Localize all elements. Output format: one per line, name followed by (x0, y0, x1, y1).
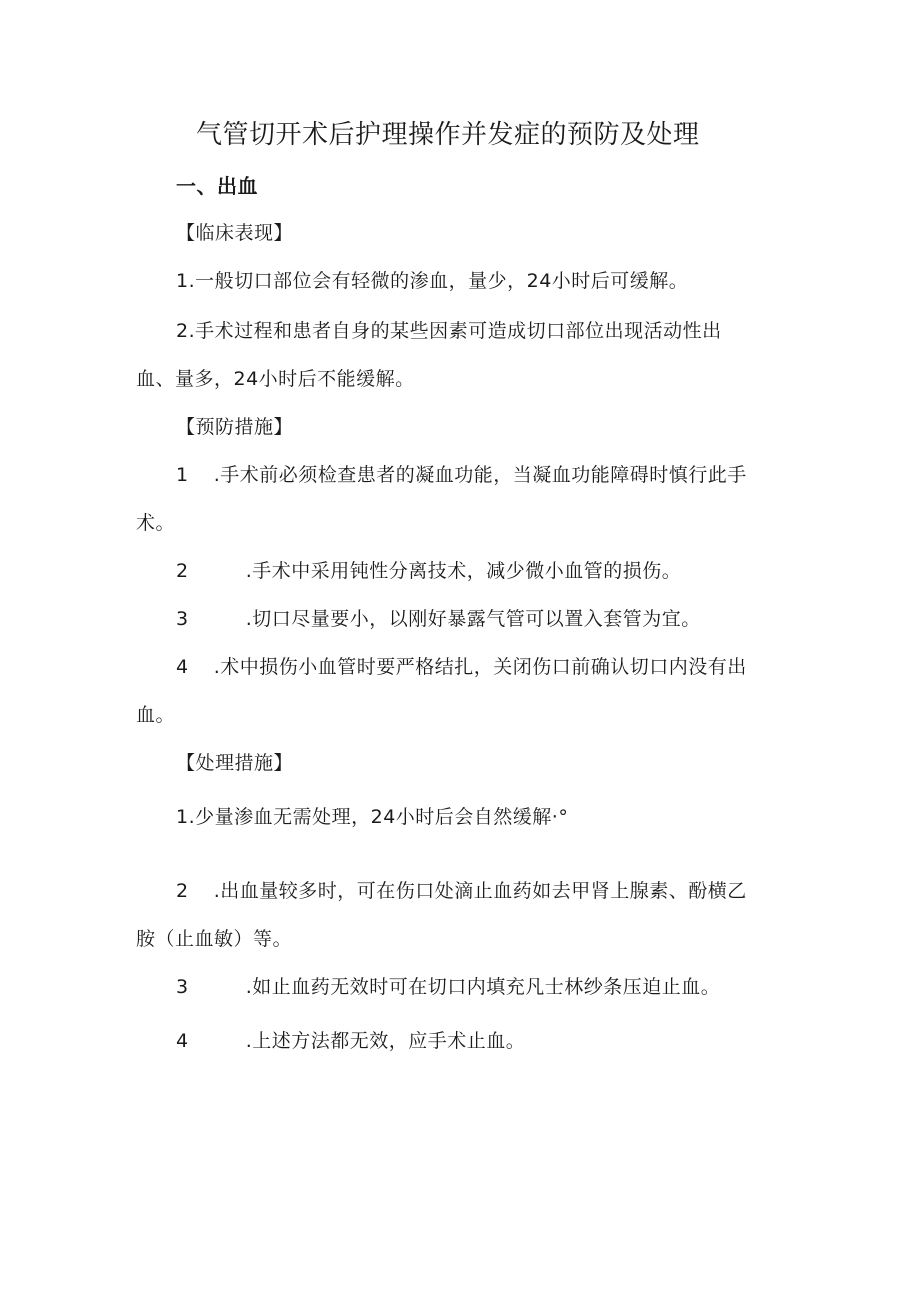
prevention-item-4-line2: 血。 (136, 704, 176, 726)
section-heading: 一、出血 (176, 174, 258, 198)
prevention-item-1-line1 (176, 466, 747, 485)
prevention-item-3-number: 3 (176, 608, 189, 630)
treatment-item-4 (176, 1032, 525, 1051)
prevention-item-4-number: 4 (176, 656, 189, 678)
treatment-label: 【处理措施】 (176, 752, 294, 774)
treatment-item-2-line2: 胺（止血敏）等。 (136, 928, 293, 950)
treatment-item-3-text: .如止血药无效时可在切口内填充凡士林纱条压迫止血。 (245, 976, 721, 998)
prevention-item-2-text: .手术中采用钝性分离技术，减少微小血管的损伤。 (245, 560, 682, 582)
treatment-item-4-text: .上述方法都无效，应手术止血。 (245, 1030, 526, 1052)
prevention-item-3 (176, 610, 701, 629)
prevention-item-1-line2: 术。 (136, 512, 176, 534)
prevention-item-1-number: 1 (176, 464, 189, 486)
prevention-item-1-text: .手术前必须检查患者的凝血功能，当凝血功能障碍时慎行此手 (213, 464, 747, 486)
clinical-item-2-line2: 血、量多，24小时后不能缓解。 (136, 368, 415, 390)
clinical-item-2-line1: 2.手术过程和患者自身的某些因素可造成切口部位出现活动性出 (176, 320, 722, 342)
treatment-item-2-text: .出血量较多时，可在伤口处滴止血药如去甲肾上腺素、酚横乙 (213, 880, 747, 902)
treatment-item-3 (176, 978, 720, 997)
treatment-item-3-number: 3 (176, 976, 189, 998)
prevention-item-4-line1 (176, 658, 747, 677)
prevention-item-2 (176, 562, 681, 581)
prevention-label: 【预防措施】 (176, 416, 294, 438)
prevention-item-3-text: .切口尽量要小，以刚好暴露气管可以置入套管为宜。 (245, 608, 701, 630)
prevention-item-4-text: .术中损伤小血管时要严格结扎，关闭伤口前确认切口内没有出 (213, 656, 747, 678)
treatment-item-4-number: 4 (176, 1030, 189, 1052)
treatment-item-2-number: 2 (176, 880, 189, 902)
treatment-item-1: 1.少量渗血无需处理，24小时后会自然缓解·° (176, 806, 569, 828)
clinical-label: 【临床表现】 (176, 222, 294, 244)
prevention-item-2-number: 2 (176, 560, 189, 582)
clinical-item-1: 1.一般切口部位会有轻微的渗血，量少，24小时后可缓解。 (176, 270, 689, 292)
document-title: 气管切开术后护理操作并发症的预防及处理 (196, 120, 700, 150)
treatment-item-2-line1 (176, 882, 747, 901)
